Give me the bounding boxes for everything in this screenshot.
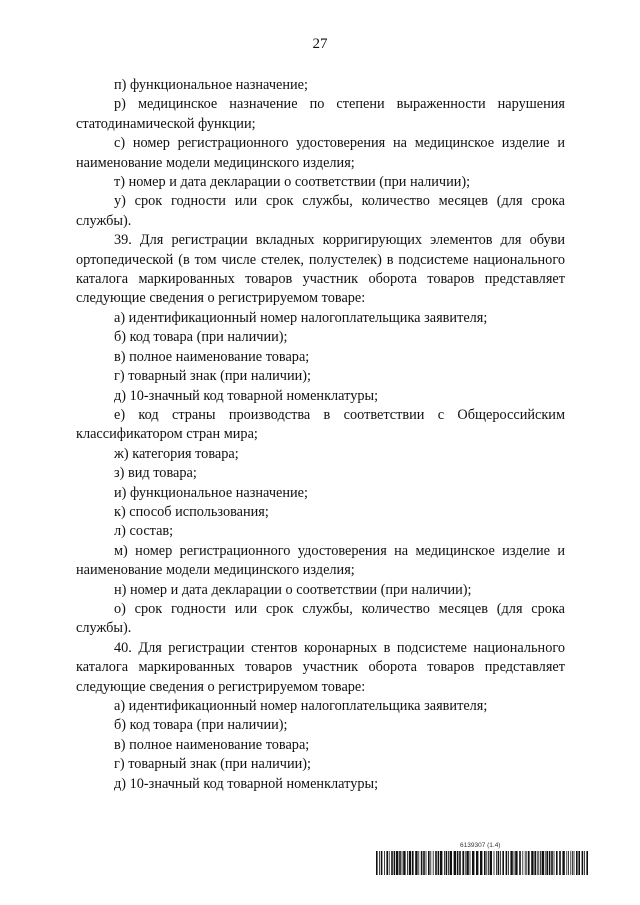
barcode-bar — [386, 851, 388, 875]
barcode-bar — [384, 851, 385, 875]
barcode-bar — [502, 851, 504, 875]
document-code: 6139307 (1.4) — [460, 842, 501, 849]
barcode-bar — [584, 851, 585, 875]
barcode-bar — [391, 851, 393, 875]
barcode-bar — [498, 851, 500, 875]
barcode-icon — [376, 851, 590, 875]
barcode-bar — [396, 851, 398, 875]
barcode-bar — [470, 851, 471, 875]
barcode-bar — [428, 851, 430, 875]
barcode-bar — [399, 851, 401, 875]
barcode-bar — [508, 851, 509, 875]
barcode-bar — [572, 851, 573, 875]
list-item: д) 10-значный код товарной номенклатуры; — [114, 387, 379, 404]
barcode-bar — [506, 851, 508, 875]
paragraph-40: 40. Для регистрации стентов коронарных в подсистеме национального каталога маркированных товаров участник оборота товаров представляет следующие сведения о регистрируемом товаре: — [76, 639, 565, 695]
barcode-bar — [486, 851, 487, 875]
barcode-bar — [515, 851, 517, 875]
barcode-bar — [484, 851, 486, 875]
list-item: б) код товара (при наличии); — [114, 717, 288, 734]
barcode-bar — [494, 851, 495, 875]
barcode-bar — [490, 851, 492, 875]
barcode-bar — [462, 851, 464, 875]
barcode-bar — [440, 851, 442, 875]
barcode-bar — [376, 851, 378, 875]
barcode-bar — [538, 851, 539, 875]
barcode-bar — [412, 851, 414, 875]
barcode-bar — [522, 851, 523, 875]
document-body — [76, 76, 565, 794]
barcode-bar — [519, 851, 521, 875]
list-item: е) код страны производства в соответствии с Общероссийским классификатором стран мира; — [76, 406, 565, 443]
barcode-bar — [381, 851, 383, 875]
barcode-bar — [500, 851, 501, 875]
list-item: д) 10-значный код товарной номенклатуры; — [114, 775, 379, 792]
barcode-bar — [454, 851, 456, 875]
list-item: б) код товара (при наличии); — [114, 329, 288, 346]
barcode-bar — [566, 851, 567, 875]
barcode-bar — [540, 851, 541, 875]
barcode-bar — [457, 851, 459, 875]
list-item: р) медицинское назначение по степени выраженности нарушения статодинамической функции; — [76, 96, 565, 132]
barcode-bar — [488, 851, 489, 875]
list-item: у) срок годности или срок службы, количество месяцев (для срока службы). — [76, 193, 565, 229]
list-item: п) функциональное назначение; — [114, 77, 308, 93]
barcode-bar — [409, 851, 411, 875]
barcode-bar — [551, 851, 553, 875]
barcode-bar — [576, 851, 578, 875]
barcode-bar — [556, 851, 558, 875]
barcode-bar — [465, 851, 466, 875]
barcode-bar — [433, 851, 434, 875]
list-item: и) функциональное назначение; — [114, 484, 308, 501]
barcode-bar — [426, 851, 427, 875]
barcode-bar — [537, 851, 538, 875]
barcode-bar — [554, 851, 555, 875]
list-item: к) способ использования; — [114, 503, 269, 520]
barcode-bar — [525, 851, 526, 875]
barcode-bar — [421, 851, 423, 875]
barcode-bar — [574, 851, 575, 875]
list-item: в) полное наименование товара; — [114, 736, 310, 753]
barcode-bar — [394, 851, 396, 875]
barcode-bar — [446, 851, 448, 875]
barcode-bar — [568, 851, 569, 875]
barcode-bar — [438, 851, 440, 875]
barcode-bar — [480, 851, 482, 875]
list-item: г) товарный знак (при наличии); — [114, 756, 312, 773]
barcode-bar — [389, 851, 390, 875]
barcode-bar — [415, 851, 417, 875]
barcode-bar — [582, 851, 584, 875]
barcode-bar — [379, 851, 380, 875]
barcode-bar — [430, 851, 431, 875]
barcode-bar — [407, 851, 408, 875]
list-item: м) номер регистрационного удостоверения на медицинское изделие и наименование модели медицинского изделия; — [76, 542, 565, 579]
barcode-bar — [448, 851, 449, 875]
barcode-bar — [496, 851, 497, 875]
barcode-bar — [531, 851, 533, 875]
barcode-bar — [545, 851, 546, 875]
barcode-bar — [459, 851, 461, 875]
barcode-bar — [586, 851, 588, 875]
list-item: г) товарный знак (при наличии); — [114, 368, 312, 385]
list-item: а) идентификационный номер налогоплательщика заявителя; — [114, 309, 488, 326]
barcode-bar — [534, 851, 536, 875]
list-item: з) вид товара; — [114, 465, 197, 482]
list-item: т) номер и дата декларации о соответствии (при наличии); — [114, 174, 471, 191]
barcode-bar — [403, 851, 405, 875]
barcode-bar — [450, 851, 452, 875]
barcode-bar — [528, 851, 530, 875]
barcode-bar — [526, 851, 527, 875]
barcode-bar — [510, 851, 512, 875]
list-item: л) состав; — [114, 523, 174, 540]
barcode-bar — [444, 851, 445, 875]
page-number: 27 — [312, 36, 328, 52]
barcode-bar — [514, 851, 515, 875]
barcode-bar — [472, 851, 474, 875]
barcode-bar — [542, 851, 544, 875]
paragraph-39: 39. Для регистрации вкладных корригирующих элементов для обуви ортопедической (в том числе стелек, полустелек) в подсистеме национального каталога маркированных товаров участник оборота товаров представляет следующие сведения о регистрируемом товаре: — [76, 232, 565, 307]
list-item: ж) категория товара; — [114, 445, 239, 462]
list-item: в) полное наименование товара; — [114, 348, 310, 365]
barcode-bar — [435, 851, 437, 875]
barcode-bar — [418, 851, 419, 875]
list-item: н) номер и дата декларации о соответствии (при наличии); — [114, 581, 472, 598]
barcode-bar — [546, 851, 548, 875]
barcode-bar — [549, 851, 551, 875]
list-item: с) номер регистрационного удостоверения на медицинское изделие и наименование модели медицинского изделия; — [76, 135, 565, 171]
barcode-bar — [578, 851, 580, 875]
barcode-bar — [466, 851, 468, 875]
barcode-bar — [562, 851, 564, 875]
barcode-bar — [476, 851, 478, 875]
barcode-bar — [559, 851, 561, 875]
barcode-bar — [423, 851, 425, 875]
list-item: о) срок годности или срок службы, количество месяцев (для срока службы). — [76, 600, 565, 637]
barcode-bar — [570, 851, 571, 875]
list-item: а) идентификационный номер налогоплательщика заявителя; — [114, 698, 488, 714]
barcode-bar — [402, 851, 403, 875]
